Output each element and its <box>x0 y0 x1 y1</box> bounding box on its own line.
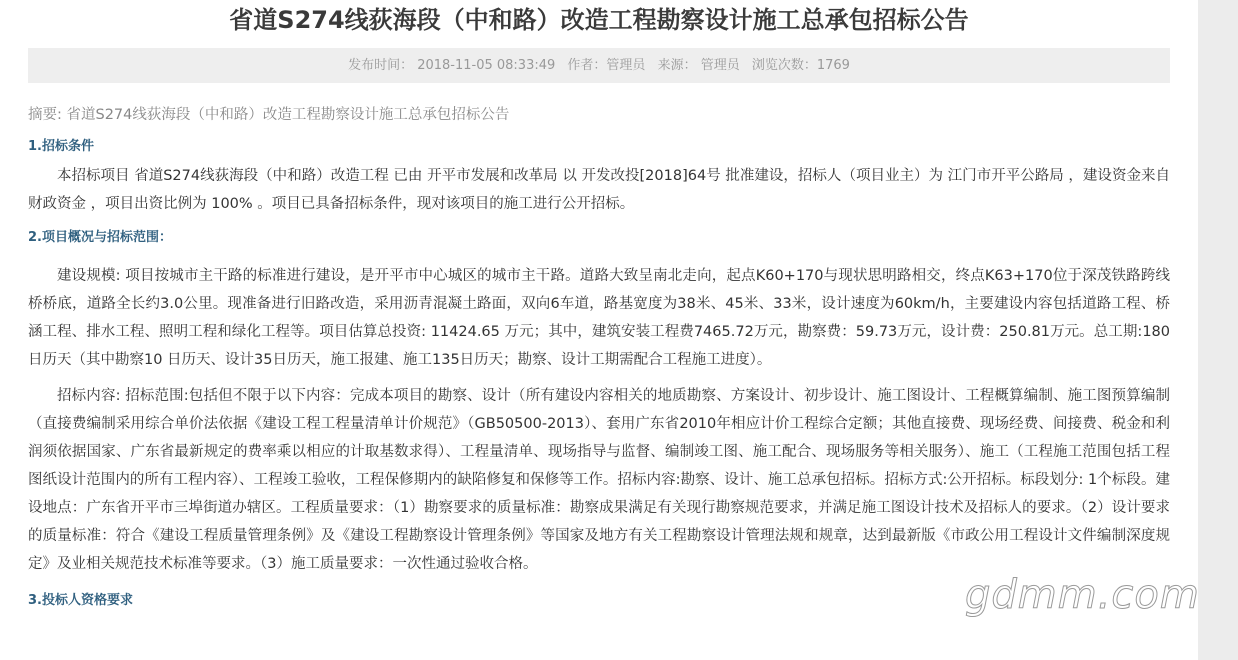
source: 来源： 管理员 <box>657 58 740 73</box>
site-watermark: gdmm.com <box>965 572 1200 618</box>
section-heading-bidder-qualifications: 3.投标人资格要求 <box>28 593 133 608</box>
paragraph-bidding-conditions: 本招标项目 省道S274线荻海段（中和路）改造工程 已由 开平市发展和改革局 以 开发改投[2018]64号 批准建设，招标人（项目业主）为 江门市开平公路局 ，建设资金来自 财政资金 ，项目出资比例为 100% 。项目已具备招标条件，现对该项目的施工进行公开招标。 <box>28 168 1170 212</box>
article-title: 省道S274线荻海段（中和路）改造工程勘察设计施工总承包招标公告 <box>229 6 969 34</box>
article-meta-bar <box>28 48 1170 83</box>
section-heading-project-overview: 2.项目概况与招标范围： <box>28 230 172 245</box>
section-heading-bidding-conditions: 1.招标条件 <box>28 139 94 154</box>
article-abstract: 摘要: 省道S274线荻海段（中和路）改造工程勘察设计施工总承包招标公告 <box>28 107 510 123</box>
article <box>28 0 1170 613</box>
view-count: 浏览次数：1769 <box>751 58 850 73</box>
paragraph-construction-scale: 建设规模: 项目按城市主干路的标准进行建设，是开平市中心城区的城市主干路。道路大致呈南北走向，起点K60+170与现状思明路相交，终点K63+170位于深茂铁路跨线桥桥底，道路全长约3.0公里。现准备进行旧路改造，采用沥青混凝土路面，双向6车道，路基宽度为38米、45米、33米，设计速度为60km/h，主要建设内容包括道路工程、桥涵工程、排水工程、照明工程和绿化工程等。项目估算总投资: 11424.65 万元；其中，建筑安装工程费7465.72万元，勘察费：59.73万元，设计费：250.81万元。总工期:180日历天（其中勘察10 日历天、设计35日历天，施工报建、施工135日历天；勘察、设计工期需配合工程施工进度）。 <box>28 268 1170 368</box>
publish-time: 发布时间： 2018-11-05 08:33:49 <box>348 58 556 73</box>
paragraph-bidding-content: 招标内容: 招标范围:包括但不限于以下内容：完成本项目的勘察、设计（所有建设内容相关的地质勘察、方案设计、初步设计、施工图设计、工程概算编制、施工图预算编制（直接费编制采用综合单价法依据《建设工程工程量清单计价规范》（GB50500-2013）、套用广东省2010年相应计价工程综合定额；其他直接费、现场经费、间接费、税金和利润须依据国家、广东省最新规定的费率乘以相应的计取基数求得）、工程量清单、现场指导与监督、编制竣工图、施工配合、现场服务等相关服务）、施工（工程施工范围包括工程图纸设计范围内的所有工程内容）、工程竣工验收，工程保修期内的缺陷修复和保修等工作。招标内容:勘察、设计、施工总承包招标。招标方式:公开招标。标段划分: 1个标段。建设地点：广东省开平市三埠街道办辖区。工程质量要求：（1）勘察要求的质量标准：勘察成果满足有关现行勘察规范要求，并满足施工图设计技术及招标人的要求。（2）设计要求的质量标准：符合《建设工程质量管理条例》及《建设工程勘察设计管理条例》等国家及地方有关工程勘察设计管理法规和规章，达到最新版《市政公用工程设计文件编制深度规定》及业相关规范技术标准等要求。（3）施工质量要求：一次性通过验收合格。 <box>28 388 1170 572</box>
scrollbar-gutter[interactable] <box>1198 0 1238 660</box>
author: 作者：管理员 <box>567 58 646 73</box>
